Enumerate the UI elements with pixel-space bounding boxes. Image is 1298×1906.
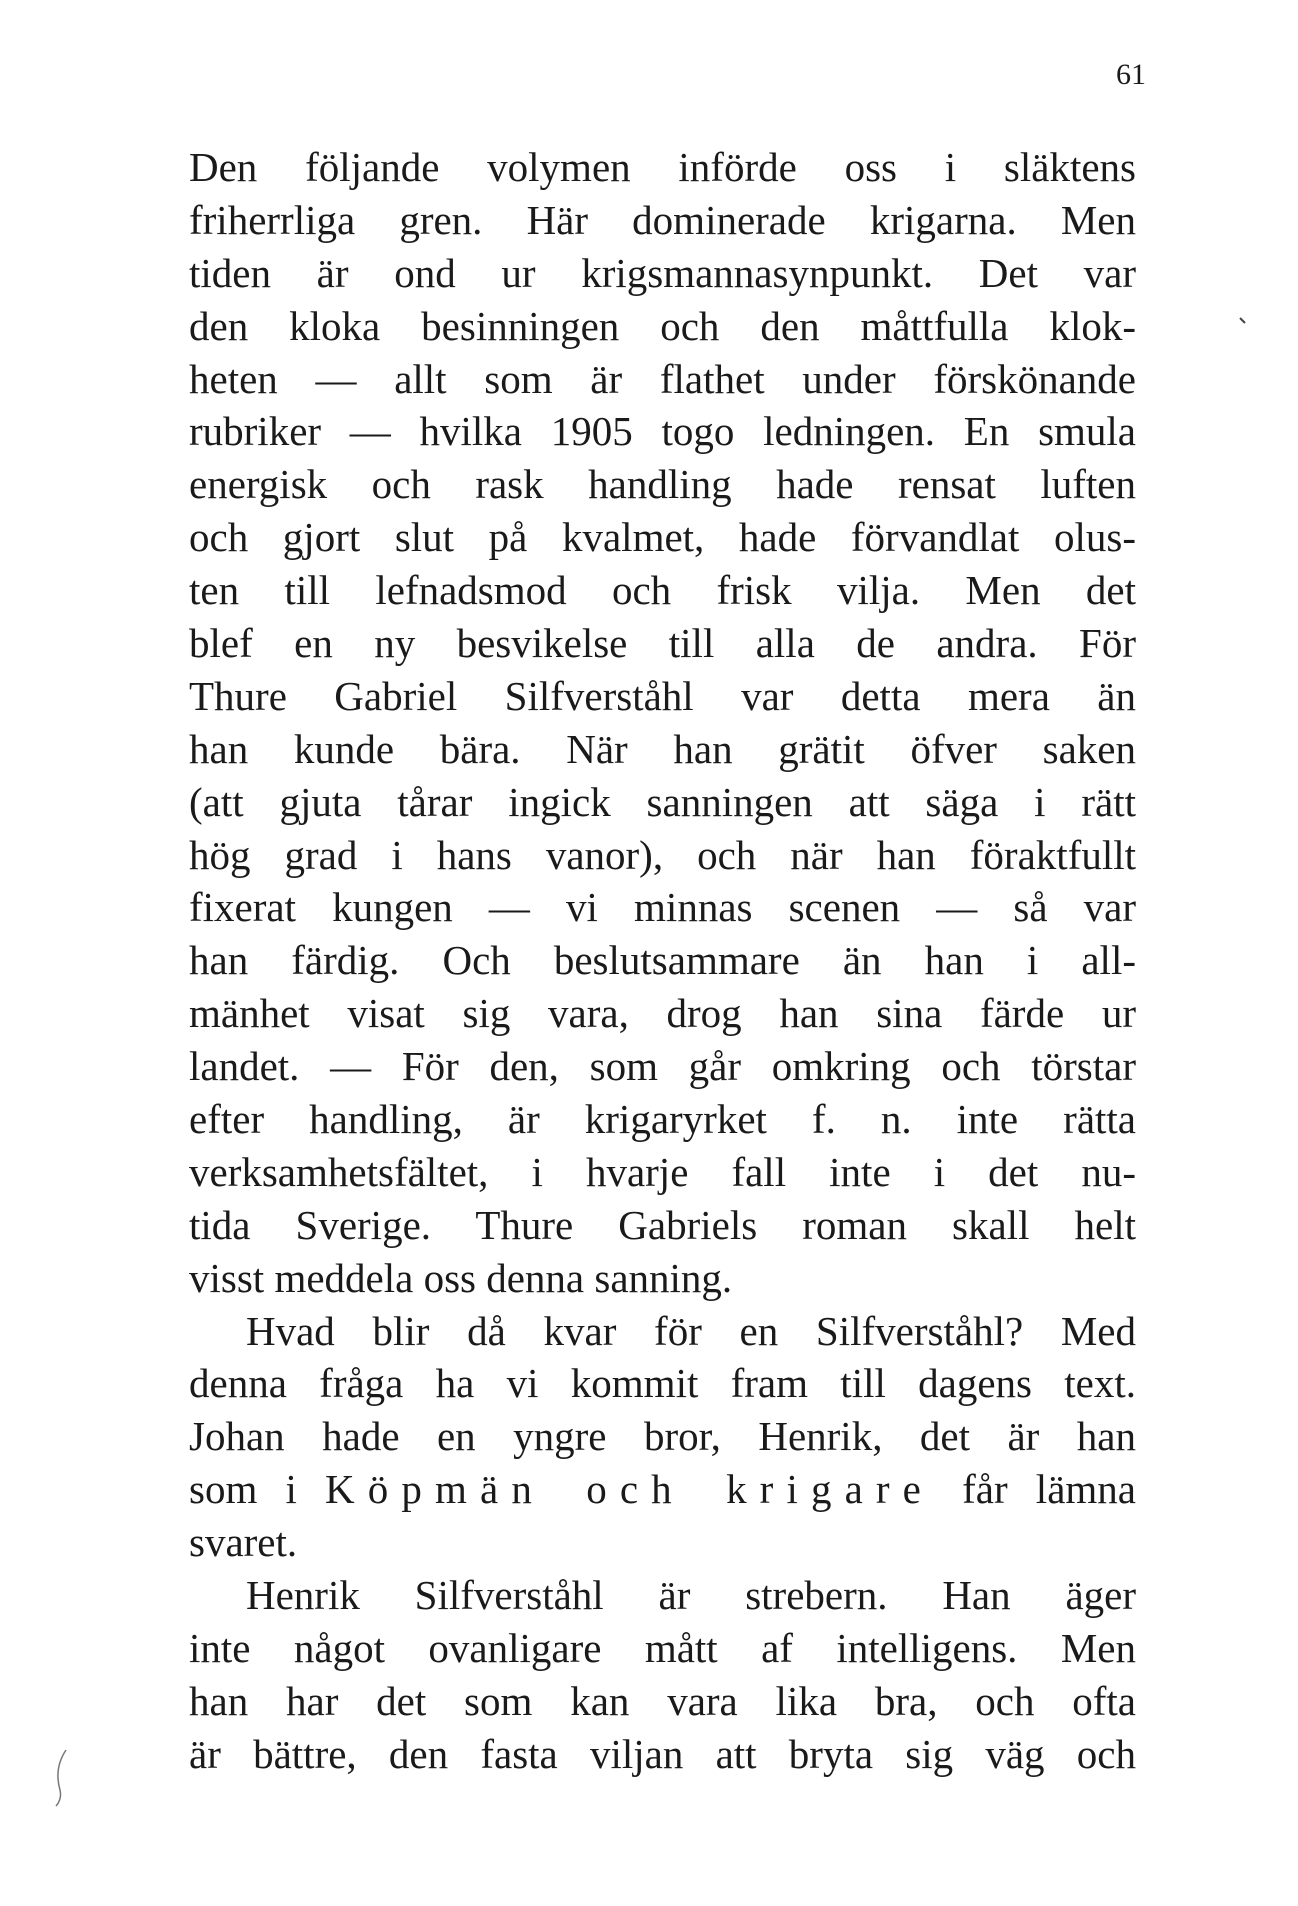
text-line: Hvad blir då kvar för en Silfverståhl? Med <box>246 1307 1136 1354</box>
text-line: svaret. <box>189 1519 298 1566</box>
text-line: efter handling, är krigaryrket f. n. inte rätta <box>189 1096 1136 1143</box>
text-line: friherrliga gren. Här dominerade krigarna. Men <box>189 196 1136 243</box>
text-line: Thure Gabriel Silfverståhl var detta mera än <box>189 672 1136 719</box>
text-line: är bättre, den fasta viljan att bryta sig väg och <box>189 1730 1136 1777</box>
text-line: och gjort slut på kvalmet, hade förvandlat olus- <box>189 514 1136 561</box>
margin-scribble-mark <box>52 1748 72 1808</box>
text-line: rubriker — hvilka 1905 togo ledningen. En smula <box>189 408 1136 455</box>
text-line: inte något ovanligare mått af intelligens. Men <box>189 1624 1136 1671</box>
text-line: hög grad i hans vanor), och när han föraktfullt <box>189 831 1136 878</box>
text-line-mixed <box>189 1463 1136 1516</box>
text-line: tida Sverige. Thure Gabriels roman skall helt <box>189 1201 1136 1248</box>
text-line: fixerat kungen — vi minnas scenen — så var <box>189 884 1136 931</box>
text-line: mänhet visat sig vara, drog han sina färde ur <box>189 990 1136 1037</box>
text-line: Henrik Silfverståhl är strebern. Han äger <box>246 1572 1136 1619</box>
text-line: tiden är ond ur krigsmannasynpunkt. Det var <box>189 249 1136 296</box>
text-line: heten — allt som är flathet under förskönande <box>189 355 1136 402</box>
text-fragment: som i <box>189 1466 297 1513</box>
text-line: han har det som kan vara lika bra, och ofta <box>189 1677 1136 1724</box>
text-fragment: får lämna <box>962 1466 1136 1513</box>
text-line: Den följande volymen införde oss i släktens <box>189 144 1136 190</box>
text-line: verksamhetsfältet, i hvarje fall inte i det nu- <box>189 1148 1136 1195</box>
text-line: ten till lefnadsmod och frisk vilja. Men det <box>189 567 1136 614</box>
spaced-title: Köpmän och krigare <box>325 1466 934 1513</box>
margin-tick-mark <box>1238 316 1248 326</box>
text-line: energisk och rask handling hade rensat luften <box>189 461 1136 508</box>
text-line: denna fråga ha vi kommit fram till dagens text. <box>189 1360 1136 1407</box>
text-line: han färdig. Och beslutsammare än han i all- <box>189 937 1136 984</box>
text-line: blef en ny besvikelse till alla de andra. För <box>189 620 1136 667</box>
page-number: 61 <box>1116 58 1146 91</box>
text-line: Johan hade en yngre bror, Henrik, det är han <box>189 1413 1136 1460</box>
text-line: han kunde bära. När han grätit öfver saken <box>189 725 1136 772</box>
page-text <box>189 141 1136 1781</box>
text-line: den kloka besinningen och den måttfulla klok- <box>189 302 1136 349</box>
text-line: (att gjuta tårar ingick sanningen att säga i rätt <box>189 778 1136 825</box>
text-line: visst meddela oss denna sanning. <box>189 1254 733 1301</box>
text-line: landet. — För den, som går omkring och törstar <box>189 1043 1136 1090</box>
